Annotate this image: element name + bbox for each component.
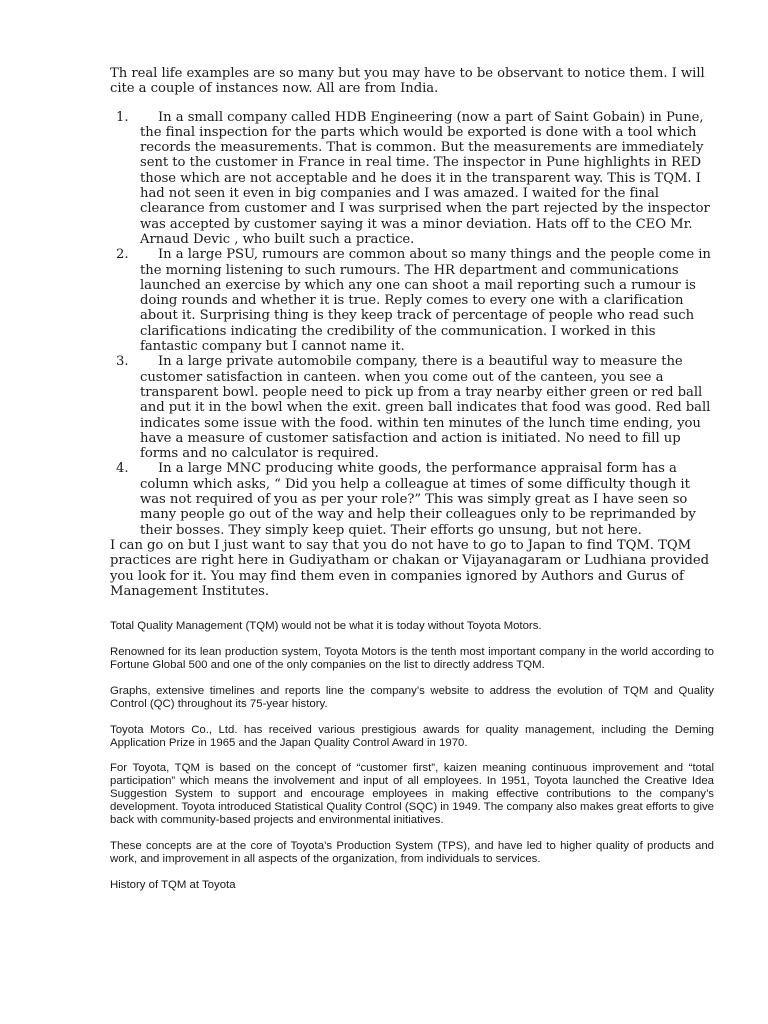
list-item-number: 2. — [116, 247, 129, 263]
toyota-concepts-paragraph: For Toyota, TQM is based on the concept of “customer first”, kaizen meaning continuous improvement and “total participation” which means the involvement and input of all employees. In 1951, Toyota launched the Creative Idea Suggestion System to support and encourage employees in making effective contributions to the company’s development. Toyota introduced Statistical Quality Control (SQC) in 1949. The company also makes great efforts to give back with community-based projects and environmental initiatives. — [110, 762, 715, 827]
list-item-number: 3. — [116, 354, 129, 370]
list-item-number: 1. — [116, 109, 129, 125]
document-page — [110, 66, 714, 905]
toyota-intro-paragraph: Total Quality Management (TQM) would not be what it is today without Toyota Motors. — [110, 620, 542, 633]
toyota-awards-paragraph: Toyota Motors Co., Ltd. has received various prestigious awards for quality management, including the Deming Application Prize in 1965 and the Japan Quality Control Award in 1970. — [110, 723, 714, 749]
toyota-website-paragraph: Graphs, extensive timelines and reports line the company’s website to address the evolution of TQM and Quality Control (QC) throughout its 75-year history. — [110, 684, 714, 710]
list-item-text: In a large MNC producing white goods, the performance appraisal form has a column which asks, “ Did you help a colleague at times of some difficulty though it was not required of you as per your role?” This was simply great as I have seen so many people go out of the way and help their colleagues only to be reprimanded by their bosses. They simply keep quiet. Their efforts go unsung, but not here. — [140, 461, 696, 538]
toyota-section — [110, 620, 714, 892]
list-item — [110, 461, 714, 537]
examples-list — [110, 110, 714, 538]
list-item-text: In a large PSU, rumours are common about so many things and the people come in the morning listening to such rumours. The HR department and communications launched an exercise by which any one can shoot a mail reporting such a rumour is doing rounds and whether it is true. Reply comes to every one with a clarification about it. Surprising thing is they keep track of percentage of people who read such clarifications indicating the credibility of the communication. I worked in this fantastic company but I cannot name it. — [140, 247, 711, 355]
list-item-number: 4. — [116, 461, 129, 477]
list-item-text: In a large private automobile company, there is a beautiful way to measure the customer satisfaction in canteen. when you come out of the canteen, you see a transparent bowl. people need to pick up from a tray nearby either green or red ball and put it in the bowl when the exit. green ball indicates that food was good. Red ball indicates some issue with the food. within ten minutes of the lunch time ending, you have a measure of customer satisfaction and action is initiated. No need to fill up forms and no calculator is required. — [140, 354, 711, 462]
list-item-text: In a small company called HDB Engineering (now a part of Saint Gobain) in Pune, the final inspection for the parts which would be exported is done with a tool which records the measurements. That is common. But the measurements are immediately sent to the customer in France in real time. The inspector in Pune highlights in RED those which are not acceptable and he does it in the transparent way. This is TQM. I had not seen it even in big companies and I was amazed. I waited for the final clearance from customer and I was surprised when the part rejected by the inspector was accepted by customer saying it was a minor deviation. Hats off to the CEO Mr. Arnaud Devic , who built such a practice. — [140, 109, 710, 247]
closing-paragraph: I can go on but I just want to say that you do not have to go to Japan to find TQM. TQM practices are right here in Gudiyatham or chakan or Vijayanagaram or Ludhiana provided you look for it. You may find them even in companies ignored by Authors and Gurus of Management Institutes. — [110, 537, 710, 599]
section-heading: History of TQM at Toyota — [110, 878, 236, 891]
serif-section — [110, 66, 714, 599]
list-item — [110, 247, 714, 354]
toyota-tps-paragraph: These concepts are at the core of Toyota’s Production System (TPS), and have led to higher quality of products and work, and improvement in all aspects of the organization, from individuals to services. — [110, 839, 714, 865]
toyota-ranking-paragraph: Renowned for its lean production system, Toyota Motors is the tenth most important company in the world according to Fortune Global 500 and one of the only companies on the list to directly address TQM. — [110, 646, 714, 671]
intro-paragraph: Th real life examples are so many but you may have to be observant to notice them. I will cite a couple of instances now. All are from India. — [110, 66, 705, 97]
list-item — [110, 110, 714, 248]
list-item — [110, 354, 714, 461]
